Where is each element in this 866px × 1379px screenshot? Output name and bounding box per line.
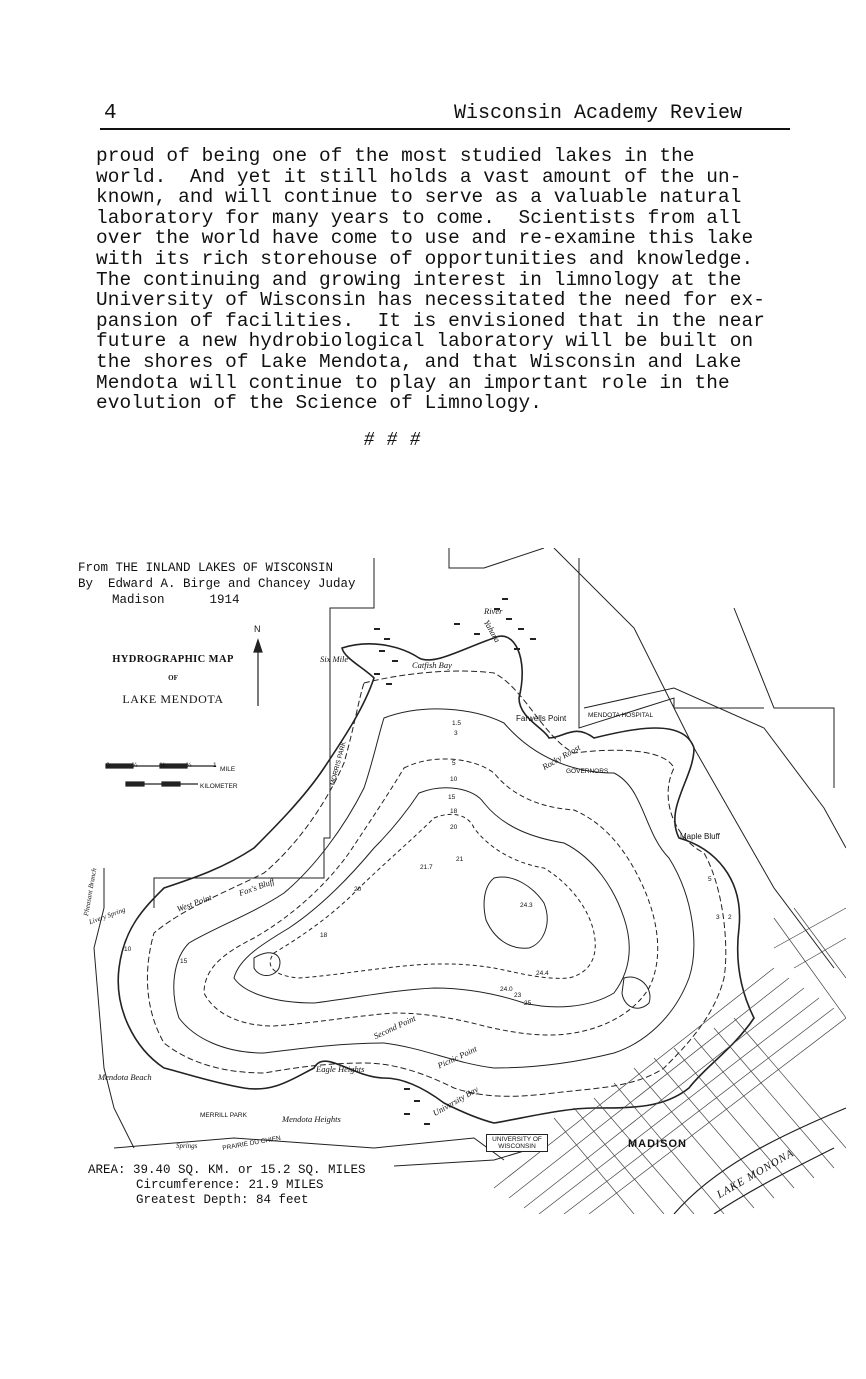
scale-tick: ½ — [160, 762, 166, 769]
body-line: laboratory for many years to come. Scientists from all — [96, 206, 742, 229]
label-pheasant-branch: Pheasant Branch — [82, 867, 99, 917]
label-livery-spring: Livery Spring — [87, 905, 127, 927]
scale-tick: ¼ — [132, 762, 138, 769]
road-line — [449, 548, 544, 568]
depth-label: 24.3 — [520, 902, 533, 909]
map-title-of: OF — [168, 674, 178, 682]
map-credit-authors: By Edward A. Birge and Chancey Juday — [78, 577, 356, 591]
depth-label: 21 — [456, 856, 464, 863]
contour-line — [254, 953, 280, 976]
body-line: known, and will continue to serve as a valuable natural — [96, 186, 742, 209]
label-yahara: Yahara — [481, 617, 503, 645]
body-line: pansion of facilities. It is envisioned that in the near — [96, 309, 765, 332]
page-number: 4 — [104, 102, 117, 125]
label-madison: MADISON — [628, 1138, 687, 1150]
label-six-mile: Six Mile — [320, 654, 349, 664]
road-line — [154, 708, 330, 908]
label-merrill-park: MERRILL PARK — [200, 1112, 247, 1119]
depth-label: 21.7 — [420, 864, 433, 871]
road-line — [114, 1138, 504, 1160]
label-university-bay: University Bay — [430, 1083, 480, 1119]
label-mendota-heights: Mendota Heights — [282, 1114, 341, 1124]
map-credit-source: From THE INLAND LAKES OF WISCONSIN — [78, 561, 334, 575]
depth-label: 24.0 — [500, 986, 513, 993]
journal-title: Wisconsin Academy Review — [453, 102, 742, 125]
railway-line — [554, 548, 834, 968]
marsh-symbols — [371, 598, 536, 1125]
label-picnic-point: Picnic Point — [435, 1043, 479, 1071]
label-catfish-bay: Catfish Bay — [412, 660, 452, 670]
scale-tick: ¾ — [186, 762, 192, 769]
label-prairie-du-chien: PRAIRIE DU CHIEN — [221, 1134, 282, 1153]
contour-line — [147, 671, 725, 1096]
body-line: world. And yet it still holds a vast amount of the un- — [96, 165, 742, 188]
depth-label: 2 — [728, 914, 732, 921]
label-mendota-beach: Mendota Beach — [98, 1072, 152, 1082]
label-second-point: Second Point — [371, 1012, 418, 1042]
map-circumference-stat: Circumference: 21.9 MILES — [136, 1178, 324, 1192]
label-rocky-roost: Rocky Roost — [540, 742, 582, 772]
depth-label: 15 — [448, 794, 456, 801]
body-line: proud of being one of the most studied lakes in the — [96, 145, 695, 167]
depth-label: 10 — [450, 776, 458, 783]
depth-label: 24.4 — [536, 970, 549, 977]
label-farwells-point: Farwells Point — [516, 714, 567, 723]
article-body — [96, 146, 816, 414]
label-university-of-wisconsin: UNIVERSITY OF WISCONSIN — [486, 1134, 548, 1152]
depth-label: 15 — [180, 958, 188, 965]
body-line: Mendota will continue to play an important role in the — [96, 371, 730, 394]
depth-label: 20 — [354, 886, 362, 893]
depth-label: 18 — [320, 932, 328, 939]
label-foxs-bluff: Fox's Bluff — [237, 875, 276, 899]
label-springs: Springs — [176, 1142, 198, 1150]
body-line: evolution of the Science of Limnology. — [96, 392, 542, 415]
page-header — [100, 100, 790, 130]
depth-label: 20 — [450, 824, 458, 831]
label-morris-park: MORRIS PARK — [329, 740, 348, 787]
depth-label: 3 — [716, 914, 720, 921]
scale-tick: 0 — [106, 762, 110, 769]
map-title-lake: LAKE MENDOTA — [122, 692, 224, 706]
label-eagle-heights: Eagle Heights — [316, 1064, 365, 1074]
lake-monona-shoreline — [674, 1108, 846, 1214]
depth-label: 3 — [454, 730, 458, 737]
label-maple-bluff: Maple Bluff — [680, 832, 720, 841]
depth-label: 5 — [452, 760, 456, 767]
scale-tick: 1 — [213, 762, 217, 769]
depth-label: 10 — [124, 946, 132, 953]
north-label: N — [254, 624, 261, 634]
depth-label: 25 — [524, 1000, 532, 1007]
road-line — [734, 608, 834, 788]
scale-mile-label: MILE — [220, 766, 236, 773]
depth-label: 5 — [708, 876, 712, 883]
label-governors: GOVERNORS — [566, 768, 609, 775]
body-line: the shores of Lake Mendota, and that Wisconsin and Lake — [96, 350, 742, 373]
body-line: over the world have come to use and re-examine this lake — [96, 227, 754, 250]
map-area-stat: AREA: 39.40 SQ. KM. or 15.2 SQ. MILES — [88, 1163, 366, 1177]
map-credit-place-year: Madison 1914 — [112, 593, 240, 607]
scale-km-label: KILOMETER — [200, 783, 238, 790]
label-west-point: West Point — [175, 892, 213, 914]
depth-label: 1.5 — [452, 720, 462, 727]
map-title: HYDROGRAPHIC MAP — [112, 654, 234, 665]
contour-line — [204, 759, 658, 1035]
contour-line — [484, 877, 547, 948]
body-line: with its rich storehouse of opportunities and knowledge. — [96, 247, 754, 270]
depth-label: 18 — [450, 808, 458, 815]
depth-label: 23 — [514, 992, 522, 999]
lake-map-drawing — [74, 548, 846, 1214]
body-line: The continuing and growing interest in limnology at the — [96, 268, 742, 291]
lake-map — [74, 548, 846, 1214]
body-line: future a new hydrobiological laboratory will be built on — [96, 330, 754, 353]
section-separator: # # # — [364, 428, 424, 450]
label-lake-monona: LAKE MONONA — [714, 1147, 797, 1201]
body-line: University of Wisconsin has necessitated the need for ex- — [96, 289, 765, 312]
label-mendota-hospital: MENDOTA HOSPITAL — [588, 712, 654, 719]
label-river: River — [484, 606, 503, 616]
map-depth-stat: Greatest Depth: 84 feet — [136, 1193, 309, 1207]
